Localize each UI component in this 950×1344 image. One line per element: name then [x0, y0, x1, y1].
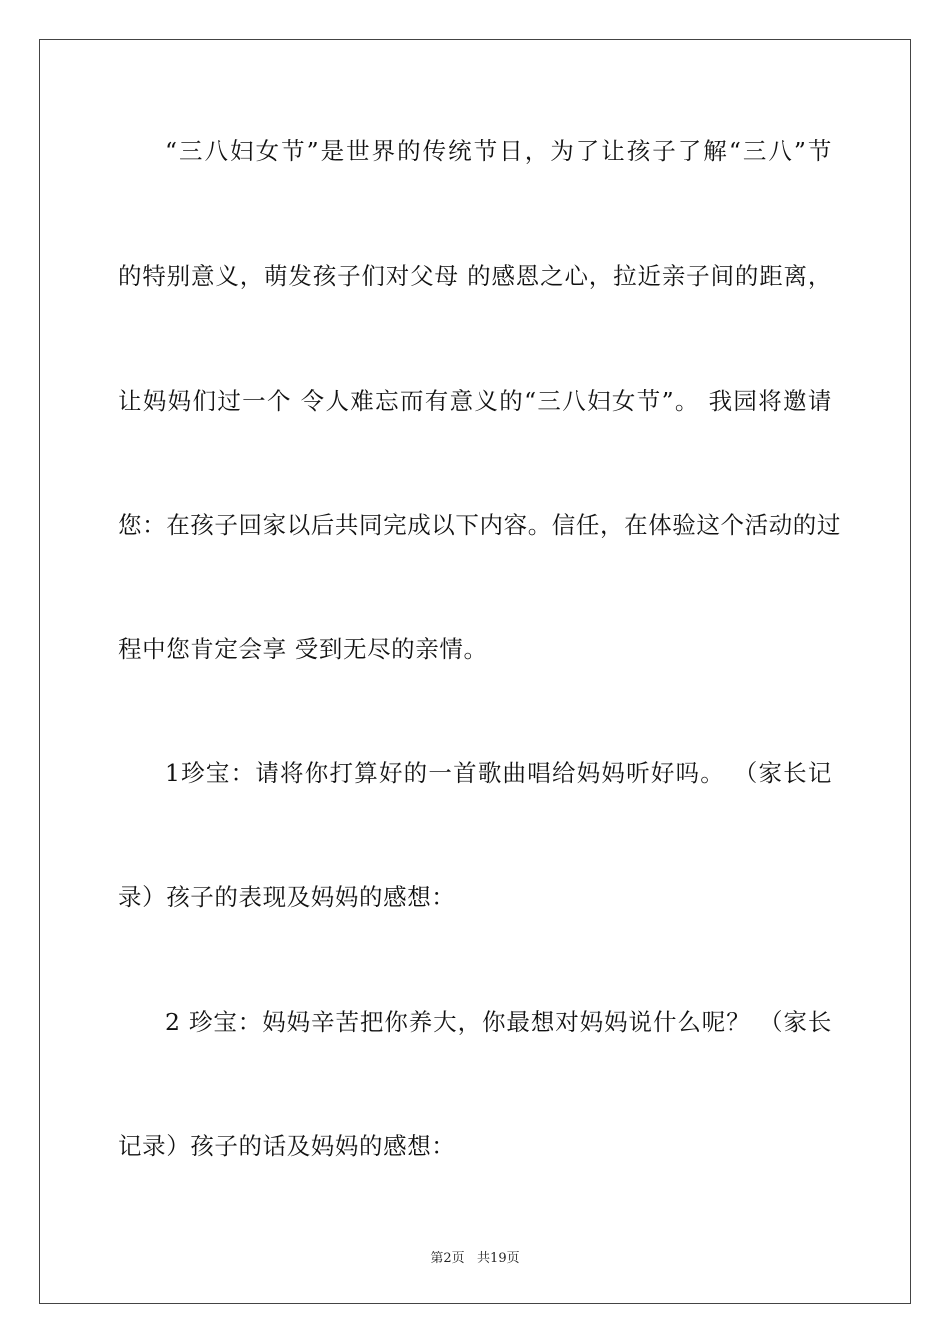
paragraph-1-line-3: 让妈妈们过一个 令人难忘而有意义的“三八妇女节”。 我园将邀请: [118, 387, 832, 415]
paragraph-1-line-5: 程中您肯定会享 受到无尽的亲情。: [118, 635, 488, 663]
paragraph-3-line-2: 记录）孩子的话及妈妈的感想：: [118, 1132, 456, 1160]
paragraph-2-line-1: 1珍宝：请将你打算好的一首歌曲唱给妈妈听好吗。 （家长记: [165, 759, 832, 787]
paragraph-1-line-2: 的特别意义，萌发孩子们对父母 的感恩之心，拉近亲子间的距离，: [118, 262, 832, 290]
paragraph-2-line-2: 录）孩子的表现及妈妈的感想：: [118, 883, 456, 911]
page-number-footer: 第2页 共19页: [430, 1251, 520, 1266]
page-border: [39, 39, 911, 1304]
paragraph-3-line-1: 2 珍宝：妈妈辛苦把你养大，你最想对妈妈说什么呢？ （家长: [165, 1008, 832, 1036]
paragraph-1-line-1: “三八妇女节”是世界的传统节日，为了让孩子了解“三八”节: [165, 137, 832, 165]
paragraph-1-line-4: 您：在孩子回家以后共同完成以下内容。信任，在体验这个活动的过: [118, 511, 841, 539]
